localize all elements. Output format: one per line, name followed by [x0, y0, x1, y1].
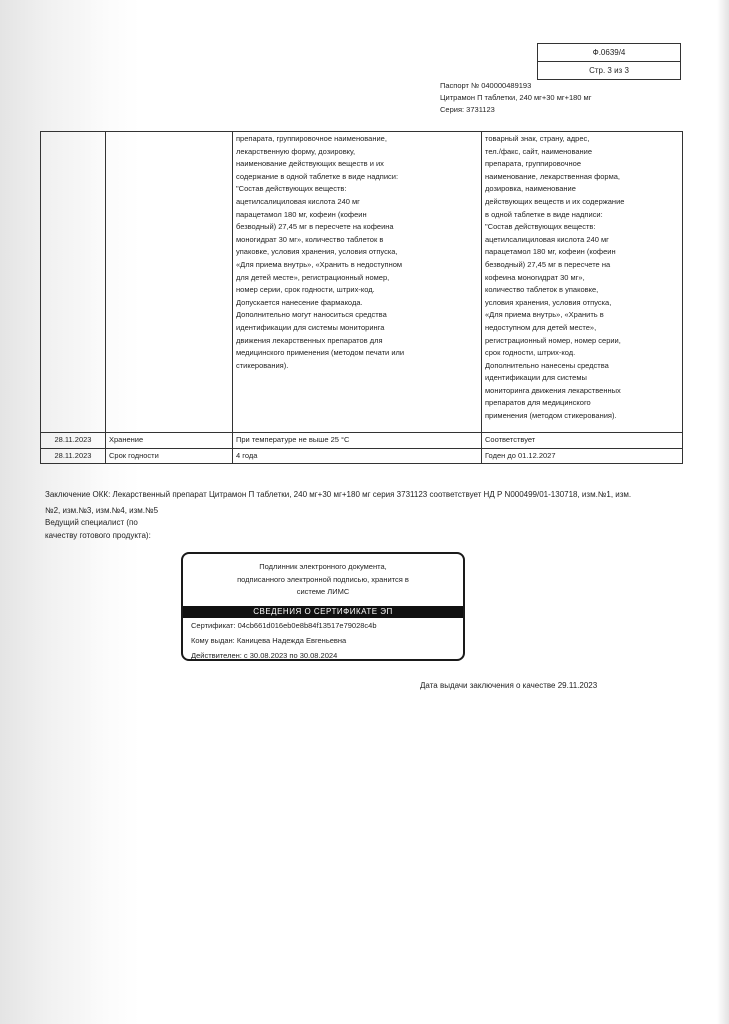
validity-period: Действителен: с 30.08.2023 по 30.08.2024 [191, 651, 338, 660]
electronic-signature-stamp [181, 552, 465, 661]
date-cell: 28.11.2023 [41, 448, 106, 464]
form-code: Ф.0639/4 [538, 44, 680, 62]
result-line: тел./факс, сайт, наименование [485, 146, 593, 156]
requirement-line: для детей месте», регистрационный номер, [236, 272, 390, 282]
result-cell [482, 132, 683, 433]
passport-info [440, 80, 591, 116]
result-line: идентификации для системы [485, 373, 587, 383]
certificate-number: Сертификат: 04cb661d016eb0e8b84f13517e79028c4b [191, 621, 377, 630]
table-row [41, 448, 683, 464]
page-number: Стр. 3 из 3 [589, 66, 629, 75]
result-line: мониторинга движения лекарственных [485, 385, 621, 395]
requirement-line: моногидрат 30 мг», количество таблеток в [236, 234, 384, 244]
result-line: парацетамол 180 мг, кофеин (кофеин [485, 247, 616, 257]
requirement-line: "Состав действующих веществ: [236, 184, 347, 194]
date-cell: 28.11.2023 [41, 433, 106, 449]
requirement-line: парацетамол 180 мг, кофеин (кофеин [236, 209, 367, 219]
result-cell: Соответствует [482, 433, 683, 449]
result-line: кофеина моногидрат 30 мг», [485, 272, 585, 282]
requirement-line: медицинского применения (методом печати или [236, 348, 405, 358]
requirement-line: идентификации для системы мониторинга [236, 322, 385, 332]
result-line: недоступном для детей месте», [485, 322, 597, 332]
requirement-cell [233, 132, 482, 433]
result-line: препарата, группировочное [485, 159, 582, 169]
result-line: действующих веществ и их содержание [485, 196, 625, 206]
requirement-line: ацетилсалициловая кислота 240 мг [236, 196, 360, 206]
requirement-line: содержание в одной таблетке в виде надписи: [236, 171, 399, 181]
stamp-line: Подлинник электронного документа, [259, 562, 387, 571]
requirement-line: «Для приема внутрь», «Хранить в недоступном [236, 259, 403, 269]
issue-date: Дата выдачи заключения о качестве 29.11.2023 [420, 681, 598, 690]
requirement-line: движения лекарственных препаратов для [236, 335, 383, 345]
requirement-cell: 4 года [233, 448, 482, 464]
requirement-line: препарата, группировочное наименование, [236, 134, 387, 143]
form-code-box [537, 43, 681, 80]
product-name: Цитрамон П таблетки, 240 мг+30 мг+180 мг [440, 93, 592, 102]
requirement-line: Дополнительно могут наноситься средства [236, 310, 387, 320]
requirement-line: лекарственную форму, дозировку, [236, 146, 356, 156]
requirement-line: упаковке, условия хранения, условия отпуска, [236, 247, 398, 257]
scan-shadow-right [717, 0, 729, 1024]
result-line: применения (методом стикерования). [485, 411, 617, 421]
requirement-line: Допускается нанесение фармакода. [236, 297, 363, 307]
requirement-cell: При температуре не выше 25 °С [233, 433, 482, 449]
parameter-cell: Хранение [106, 433, 233, 449]
parameter-cell [106, 132, 233, 433]
requirement-line: безводный) 27,45 мг в пересчете на кофеина [236, 222, 394, 232]
result-line: наименование, лекарственная форма, [485, 171, 620, 181]
requirement-line: наименование действующих веществ и их [236, 159, 384, 169]
result-line: в одной таблетке в виде надписи: [485, 209, 603, 219]
conclusion-text: Лекарственный препарат Цитрамон П таблетки, 240 мг+30 мг+180 мг серия 3731123 соответствует НД Р N000499/01-130718, изм.№1, изм.№2, изм.№3, изм.№4, изм.№5 [45, 490, 632, 515]
result-line: количество таблеток в упаковке, [485, 285, 599, 295]
date-cell [41, 132, 106, 433]
result-line: срок годности, штрих-код. [485, 348, 576, 358]
table-row [41, 433, 683, 449]
result-line: регистрационный номер, номер серии, [485, 335, 621, 345]
result-line: препаратов для медицинского [485, 398, 591, 408]
result-line: ацетилсалициловая кислота 240 мг [485, 234, 609, 244]
stamp-line: системе ЛИМС [296, 587, 350, 596]
issued-to: Кому выдан: Каницева Надежда Евгеньевна [191, 636, 347, 645]
stamp-header [183, 554, 463, 606]
requirement-line: стикерования). [236, 360, 289, 370]
qc-conclusion [45, 487, 645, 519]
result-line: товарный знак, страну, адрес, [485, 134, 590, 143]
stamp-band: СВЕДЕНИЯ О СЕРТИФИКАТЕ ЭП [183, 606, 463, 618]
table-row [41, 132, 683, 433]
result-cell: Годен до 01.12.2027 [482, 448, 683, 464]
passport-number: Паспорт № 040000489193 [440, 81, 532, 90]
stamp-line: подписанного электронной подписью, хранится в [237, 574, 409, 584]
result-line: "Состав действующих веществ: [485, 222, 596, 232]
requirement-line: номер серии, срок годности, штрих-код. [236, 285, 375, 295]
parameter-cell: Срок годности [106, 448, 233, 464]
conclusion-label: Заключение ОКК: [45, 490, 111, 499]
specialist-label: Ведущий специалист (по качеству готового продукта): [45, 518, 151, 540]
series-number: Серия: 3731123 [440, 105, 495, 114]
result-line: «Для приема внутрь», «Хранить в [485, 310, 604, 320]
result-line: Дополнительно нанесены средства [485, 360, 609, 370]
result-line: условия хранения, условия отпуска, [485, 297, 612, 307]
quality-table [40, 131, 683, 464]
result-line: дозировка, наименование [485, 184, 576, 194]
result-line: безводный) 27,45 мг в пересчете на [485, 259, 611, 269]
